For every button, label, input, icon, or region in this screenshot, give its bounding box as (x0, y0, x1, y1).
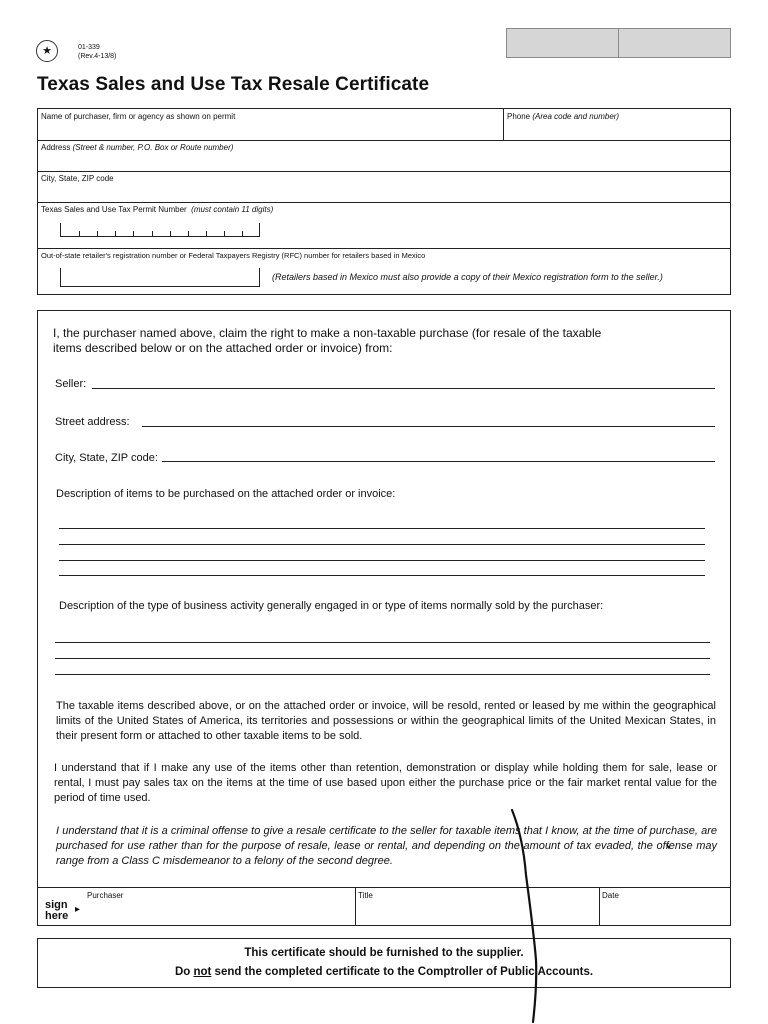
phone-label-text: Phone (507, 112, 531, 121)
form-number-text: 01-339 (78, 44, 100, 51)
rfc-note: (Retailers based in Mexico must also provide a copy of their Mexico registration form to the seller.) (272, 272, 663, 282)
claim-intro-line1: I, the purchaser named above, claim the right to make a non-taxable purchase (for resale of the taxable (53, 326, 602, 340)
address-hint: (Street & number, P.O. Box or Route number) (72, 143, 234, 152)
notice-line2-prefix: Do (174, 966, 194, 978)
sign-here-line1: sign (45, 899, 68, 911)
use-statement: I understand that if I make any use of the items other than retention, demonstration or display while holding them for sale, lease or rental, I must pay sales tax on the items at the time of use based upon either the purchase price or the fair market rental value for the period of time used. (54, 762, 717, 804)
permit-hint: (must contain 11 digits) (191, 205, 274, 214)
seller-label: Seller: (55, 378, 87, 390)
notice-line2-emphasis: not (193, 966, 212, 978)
texas-comptroller-seal-icon: ★ (36, 40, 58, 62)
resale-statement: The taxable items described above, or on the attached order or invoice, will be resold, rented or leased by me within the geographical limits of the United States of America, its territories and possessions or within the geographical limits of the United Mexican States, in their present form or attached to other taxable items to be sold. (56, 700, 716, 742)
sign-here-line2: here (45, 910, 69, 922)
date-label: Date (602, 891, 619, 900)
purchaser-name-label: Name of purchaser, firm or agency as shown on permit (41, 112, 236, 121)
items-description-label: Description of items to be purchased on the attached order or invoice: (56, 488, 396, 500)
purchaser-signature-label: Purchaser (87, 891, 124, 900)
city-label: City, State, ZIP code (41, 174, 114, 183)
permit-label-text: Texas Sales and Use Tax Permit Number (41, 205, 187, 214)
page-title: Texas Sales and Use Tax Resale Certificate (37, 74, 430, 95)
rfc-label: Out-of-state retailer's registration number or Federal Taxpayers Registry (RFC) number for retailers based in Mexico (41, 251, 426, 260)
claim-intro-line2: items described below or on the attached order or invoice) from: (53, 341, 393, 355)
business-description-label: Description of the type of business activity generally engaged in or type of items normally sold by the purchaser: (59, 600, 604, 612)
address-label-text: Address (41, 143, 71, 152)
phone-hint: (Area code and number) (532, 112, 620, 121)
form-revision-text: (Rev.4-13/8) (78, 53, 117, 60)
supplier-notice-line1: This certificate should be furnished to the supplier. (244, 947, 524, 959)
criminal-offense-statement: I understand that it is a criminal offense to give a resale certificate to the seller for taxable items that I know, at the time of purchase, are purchased for use rather than for the purpose of resale, lease or rental, and depending on the amount of tax evaded, the offense may range from a Class C misdemeanor to a felony of the second degree. (56, 825, 717, 867)
sign-arrow-icon: ▸ (75, 904, 81, 915)
title-label: Title (358, 891, 373, 900)
city-state-zip-label: City, State, ZIP code: (55, 452, 158, 464)
street-address-label: Street address: (55, 416, 130, 428)
notice-line2-suffix: send the completed certificate to the Comptroller of Public Accounts. (211, 966, 594, 978)
